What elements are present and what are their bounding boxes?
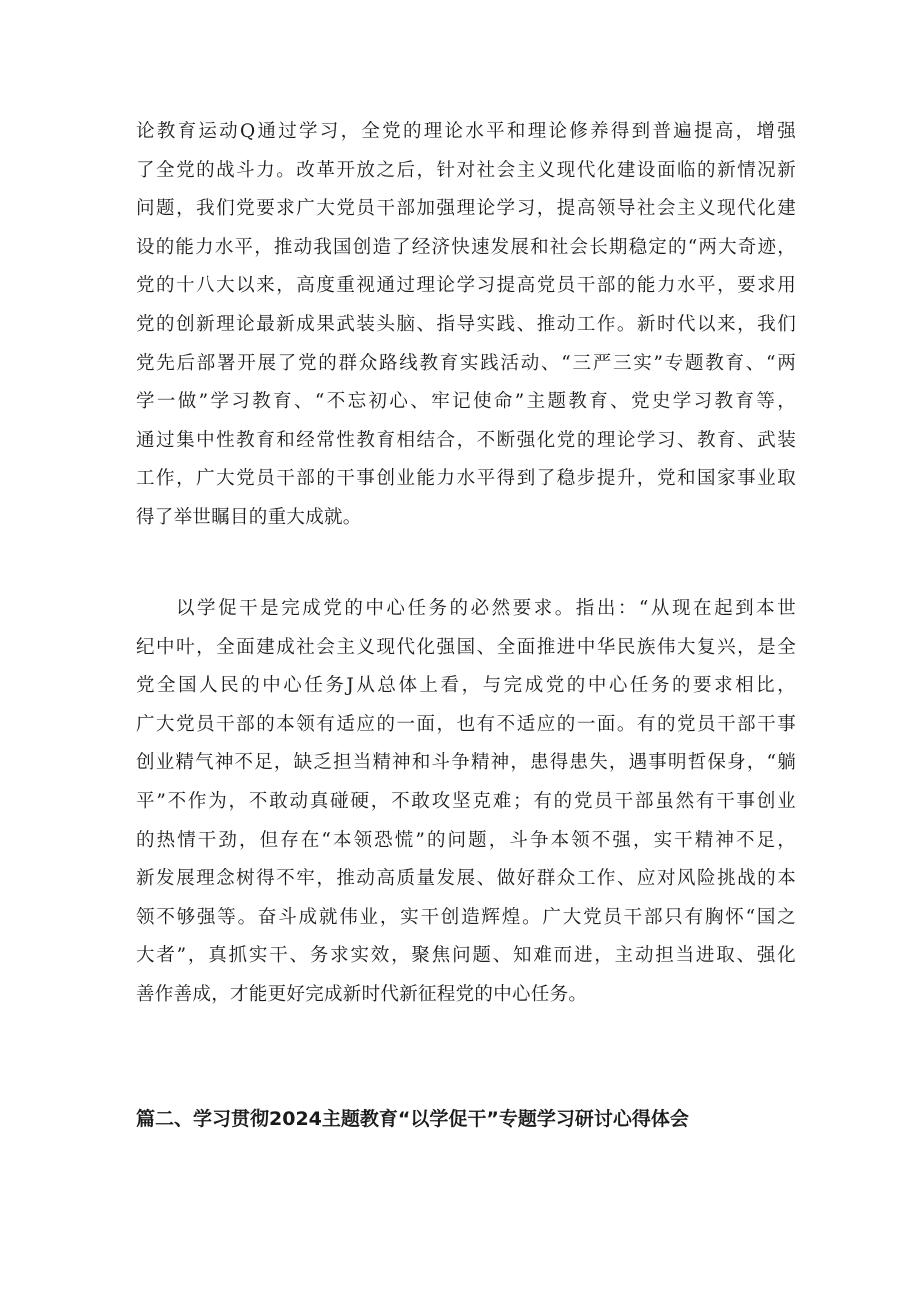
text-line: 党全国人民的中心任务J从总体上看，与完成党的中心任务的要求相比， [136, 675, 796, 697]
text-line: 纪中叶，全面建成社会主义现代化强国、全面推进中华民族伟大复兴，是全 [136, 636, 796, 658]
text-line: 工作，广大党员干部的干事创业能力水平得到了稳步提升，党和国家事业取 [136, 468, 796, 490]
text-line: 大者”，真抓实干、务求实效，聚焦问题、知难而进，主动担当进取、强化 [136, 945, 796, 967]
text-line: 广大党员干部的本领有适应的一面，也有不适应的一面。有的党员干部干事 [136, 713, 796, 735]
text-line: 领不够强等。奋斗成就伟业，实干创造辉煌。广大党员干部只有胸怀“国之 [136, 906, 796, 928]
text-line: 党的创新理论最新成果武装头脑、指导实践、推动工作。新时代以来，我们 [136, 313, 796, 335]
text-line: 党的十八大以来，高度重视通过理论学习提高党员干部的能力水平，要求用 [136, 275, 796, 297]
text-line: 通过集中性教育和经常性教育相结合，不断强化党的理论学习、教育、武装 [136, 429, 796, 451]
text-line: 学一做”学习教育、“不忘初心、牢记使命”主题教育、党史学习教育等， [136, 391, 796, 413]
body-paragraph-1 [136, 113, 796, 538]
text-line: 了全党的战斗力。改革开放之后，针对社会主义现代化建设面临的新情况新 [136, 159, 796, 181]
text-line: 的热情干劲，但存在“本领恐慌”的问题，斗争本领不强，实干精神不足， [136, 829, 796, 851]
text-line: 平”不作为，不敢动真碰硬，不敢攻坚克难；有的党员干部虽然有干事创业 [136, 790, 796, 812]
text-line: 善作善成，才能更好完成新时代新征程党的中心任务。 [136, 983, 588, 1005]
text-line: 以学促干是完成党的中心任务的必然要求。指出：“从现在起到本世 [176, 598, 796, 619]
text-line: 论教育运动Q通过学习，全党的理论水平和理论修养得到普遍提高，增强 [136, 121, 796, 142]
text-line: 设的能力水平，推动我国创造了经济快速发展和社会长期稳定的“两大奇迹， [136, 236, 796, 258]
text-line: 问题，我们党要求广大党员干部加强理论学习，提高领导社会主义现代化建 [136, 198, 796, 220]
text-line: 新发展理念树得不牢，推动高质量发展、做好群众工作、应对风险挑战的本 [136, 868, 796, 890]
text-line: 创业精气神不足，缺乏担当精神和斗争精神，患得患失，遇事明哲保身，“躺 [136, 752, 796, 774]
section-heading: 篇二、学习贯彻2024主题教育“以学促干”专题学习研讨心得体会 [136, 1108, 689, 1130]
body-paragraph-2 [136, 590, 796, 1015]
text-line: 党先后部署开展了党的群众路线教育实践活动、“三严三实”专题教育、“两 [136, 352, 796, 374]
text-line: 得了举世瞩目的重大成就。 [136, 506, 362, 528]
